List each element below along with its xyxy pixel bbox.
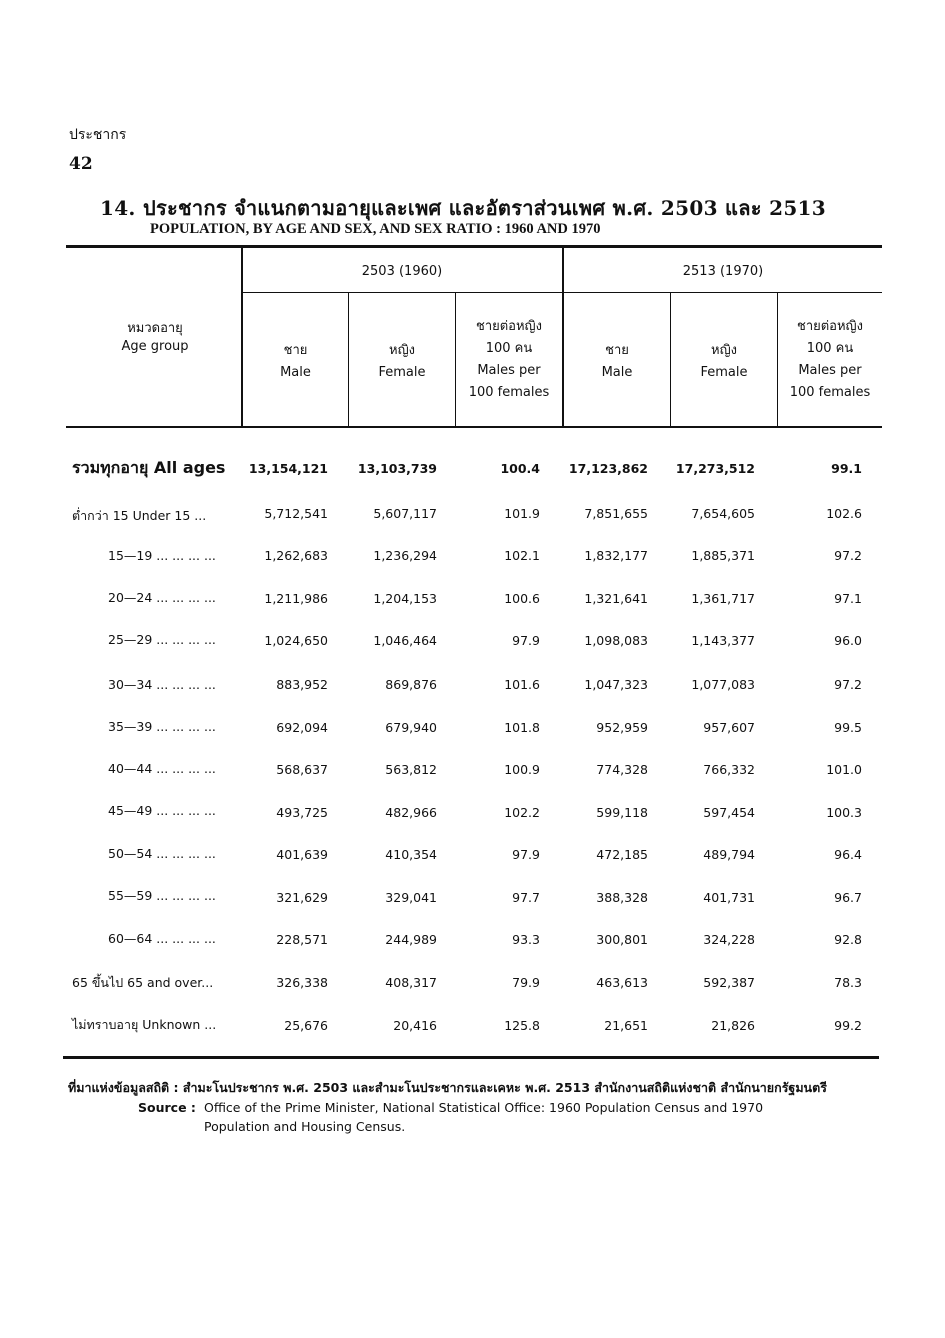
cell-ratio-1960: 125.8	[504, 1018, 540, 1033]
cell-male-1960: 321,629	[276, 890, 328, 905]
row-label: 20—24 ... ... ... ...	[108, 590, 216, 605]
cell-male-1960: 883,952	[276, 677, 328, 692]
cell-male-1960: 692,094	[276, 720, 328, 735]
cell-ratio-1960: 97.7	[512, 890, 540, 905]
cell-ratio-1970: 99.5	[834, 720, 862, 735]
cell-female-1970: 1,885,371	[691, 548, 755, 563]
row-label: 30—34 ... ... ... ...	[108, 677, 216, 692]
cell-female-1970: 17,273,512	[675, 461, 755, 476]
cell-female-1960: 20,416	[393, 1018, 437, 1033]
cell-ratio-1970: 97.2	[834, 548, 862, 563]
source-note-english	[138, 1098, 878, 1136]
cell-female-1970: 957,607	[703, 720, 755, 735]
page-number: 42	[69, 154, 93, 174]
cell-ratio-1970: 100.3	[826, 805, 862, 820]
cell-female-1970: 1,361,717	[691, 591, 755, 606]
cell-ratio-1970: 99.2	[834, 1018, 862, 1033]
cell-female-1960: 1,236,294	[373, 548, 437, 563]
cell-male-1970: 472,185	[596, 847, 648, 862]
cell-female-1970: 592,387	[703, 975, 755, 990]
source-label: Source :	[138, 1100, 196, 1115]
cell-female-1960: 1,046,464	[373, 633, 437, 648]
cell-ratio-1960: 101.6	[504, 677, 540, 692]
row-label: 65 ขึ้นไป 65 and over...	[72, 975, 214, 990]
cell-female-1970: 766,332	[703, 762, 755, 777]
cell-ratio-1970: 97.2	[834, 677, 862, 692]
cell-female-1960: 869,876	[385, 677, 437, 692]
cell-female-1970: 489,794	[703, 847, 755, 862]
cell-ratio-1960: 100.9	[504, 762, 540, 777]
cell-ratio-1970: 78.3	[834, 975, 862, 990]
cell-ratio-1970: 92.8	[834, 932, 862, 947]
cell-male-1970: 1,832,177	[584, 548, 648, 563]
row-label: 40—44 ... ... ... ...	[108, 761, 216, 776]
cell-ratio-1960: 97.9	[512, 847, 540, 862]
cell-male-1960: 5,712,541	[264, 506, 328, 521]
female-header-1960: หญิง Female	[378, 343, 426, 380]
ratio-header-1960: ชายต่อหญิง 100 คน Males per 100 females	[468, 319, 550, 400]
cell-female-1960: 563,812	[385, 762, 437, 777]
cell-ratio-1960: 100.6	[504, 591, 540, 606]
table-title-english: POPULATION, BY AGE AND SEX, AND SEX RATIO : 1960 AND 1970	[150, 221, 601, 237]
row-label: 35—39 ... ... ... ...	[108, 719, 216, 734]
row-label: 15—19 ... ... ... ...	[108, 548, 216, 563]
cell-ratio-1970: 97.1	[834, 591, 862, 606]
cell-male-1960: 401,639	[276, 847, 328, 862]
cell-ratio-1970: 99.1	[831, 461, 862, 476]
cell-female-1970: 7,654,605	[691, 506, 755, 521]
cell-female-1960: 410,354	[385, 847, 437, 862]
cell-male-1970: 388,328	[596, 890, 648, 905]
table-title-thai: 14. ประชากร จำแนกตามอายุและเพศ และอัตราส่วนเพศ พ.ศ. 2503 และ 2513	[100, 196, 826, 220]
cell-ratio-1970: 96.7	[834, 890, 862, 905]
cell-male-1970: 17,123,862	[568, 461, 648, 476]
cell-ratio-1960: 97.9	[512, 633, 540, 648]
cell-female-1970: 597,454	[703, 805, 755, 820]
source-note-thai: ที่มาแห่งข้อมูลสถิติ : สำมะโนประชากร พ.ศ. 2503 และสำมะโนประชากรและเคหะ พ.ศ. 2513 สำนักงานสถิติแห่งชาติ สำนักนายกรัฐมนตรี	[68, 1080, 827, 1095]
cell-ratio-1960: 79.9	[512, 975, 540, 990]
header-bottom-rule	[66, 426, 882, 428]
cell-female-1960: 329,041	[385, 890, 437, 905]
cell-ratio-1960: 101.9	[504, 506, 540, 521]
row-label: 60—64 ... ... ... ...	[108, 931, 216, 946]
cell-female-1960: 482,966	[385, 805, 437, 820]
cell-male-1970: 300,801	[596, 932, 648, 947]
cell-male-1970: 1,098,083	[584, 633, 648, 648]
row-label: 45—49 ... ... ... ...	[108, 803, 216, 818]
male-header-1960: ชาย Male	[280, 343, 311, 380]
cell-male-1960: 1,024,650	[264, 633, 328, 648]
cell-female-1960: 13,103,739	[357, 461, 437, 476]
cell-male-1960: 1,211,986	[264, 591, 328, 606]
cell-male-1970: 7,851,655	[584, 506, 648, 521]
male-header-1970: ชาย Male	[601, 343, 633, 380]
cell-male-1960: 326,338	[276, 975, 328, 990]
cell-male-1970: 774,328	[596, 762, 648, 777]
cell-male-1960: 568,637	[276, 762, 328, 777]
row-label: 25—29 ... ... ... ...	[108, 632, 216, 647]
age-group-header-en: Age group	[121, 339, 189, 354]
cell-female-1960: 244,989	[385, 932, 437, 947]
cell-female-1970: 1,077,083	[691, 677, 755, 692]
cell-female-1970: 401,731	[703, 890, 755, 905]
cell-ratio-1970: 101.0	[826, 762, 862, 777]
cell-ratio-1960: 100.4	[500, 461, 540, 476]
cell-female-1960: 408,317	[385, 975, 437, 990]
cell-male-1970: 463,613	[596, 975, 648, 990]
cell-ratio-1970: 96.0	[834, 633, 862, 648]
cell-male-1960: 13,154,121	[248, 461, 328, 476]
age-group-header-th: หมวดอายุ	[127, 321, 183, 336]
table-top-rule	[66, 245, 882, 248]
cell-male-1960: 1,262,683	[264, 548, 328, 563]
cell-female-1960: 5,607,117	[373, 506, 437, 521]
cell-male-1970: 599,118	[596, 805, 648, 820]
row-label: 55—59 ... ... ... ...	[108, 888, 216, 903]
cell-male-1970: 1,047,323	[584, 677, 648, 692]
row-label: ไม่ทราบอายุ Unknown ...	[72, 1017, 217, 1032]
cell-female-1970: 324,228	[703, 932, 755, 947]
year-1960-header: 2503 (1960)	[361, 264, 443, 279]
table-bottom-rule	[63, 1056, 879, 1059]
cell-ratio-1960: 102.2	[504, 805, 540, 820]
cell-male-1960: 25,676	[284, 1018, 328, 1033]
cell-male-1960: 493,725	[276, 805, 328, 820]
cell-ratio-1960: 93.3	[512, 932, 540, 947]
row-label: รวมทุกอายุ All ages	[72, 458, 226, 477]
cell-female-1970: 21,826	[711, 1018, 755, 1033]
source-text: Office of the Prime Minister, National Statistical Office: 1960 Population Census and 1970 Population and Housing Census.	[204, 1100, 764, 1134]
cell-male-1970: 21,651	[604, 1018, 648, 1033]
cell-male-1970: 1,321,641	[584, 591, 648, 606]
age-group-header	[70, 318, 240, 358]
row-label: ต่ำกว่า 15 Under 15 ...	[72, 508, 207, 523]
female-header-1970: หญิง Female	[700, 343, 748, 380]
cell-female-1960: 1,204,153	[373, 591, 437, 606]
cell-male-1960: 228,571	[276, 932, 328, 947]
ratio-header-1970: ชายต่อหญิง 100 คน Males per 100 females	[789, 319, 871, 400]
cell-ratio-1960: 101.8	[504, 720, 540, 735]
section-title: ประชากร	[69, 127, 127, 143]
cell-ratio-1970: 96.4	[834, 847, 862, 862]
cell-ratio-1960: 102.1	[504, 548, 540, 563]
cell-female-1970: 1,143,377	[691, 633, 755, 648]
year-1970-header: 2513 (1970)	[682, 264, 764, 279]
cell-female-1960: 679,940	[385, 720, 437, 735]
cell-ratio-1970: 102.6	[826, 506, 862, 521]
row-label: 50—54 ... ... ... ...	[108, 846, 216, 861]
cell-male-1970: 952,959	[596, 720, 648, 735]
